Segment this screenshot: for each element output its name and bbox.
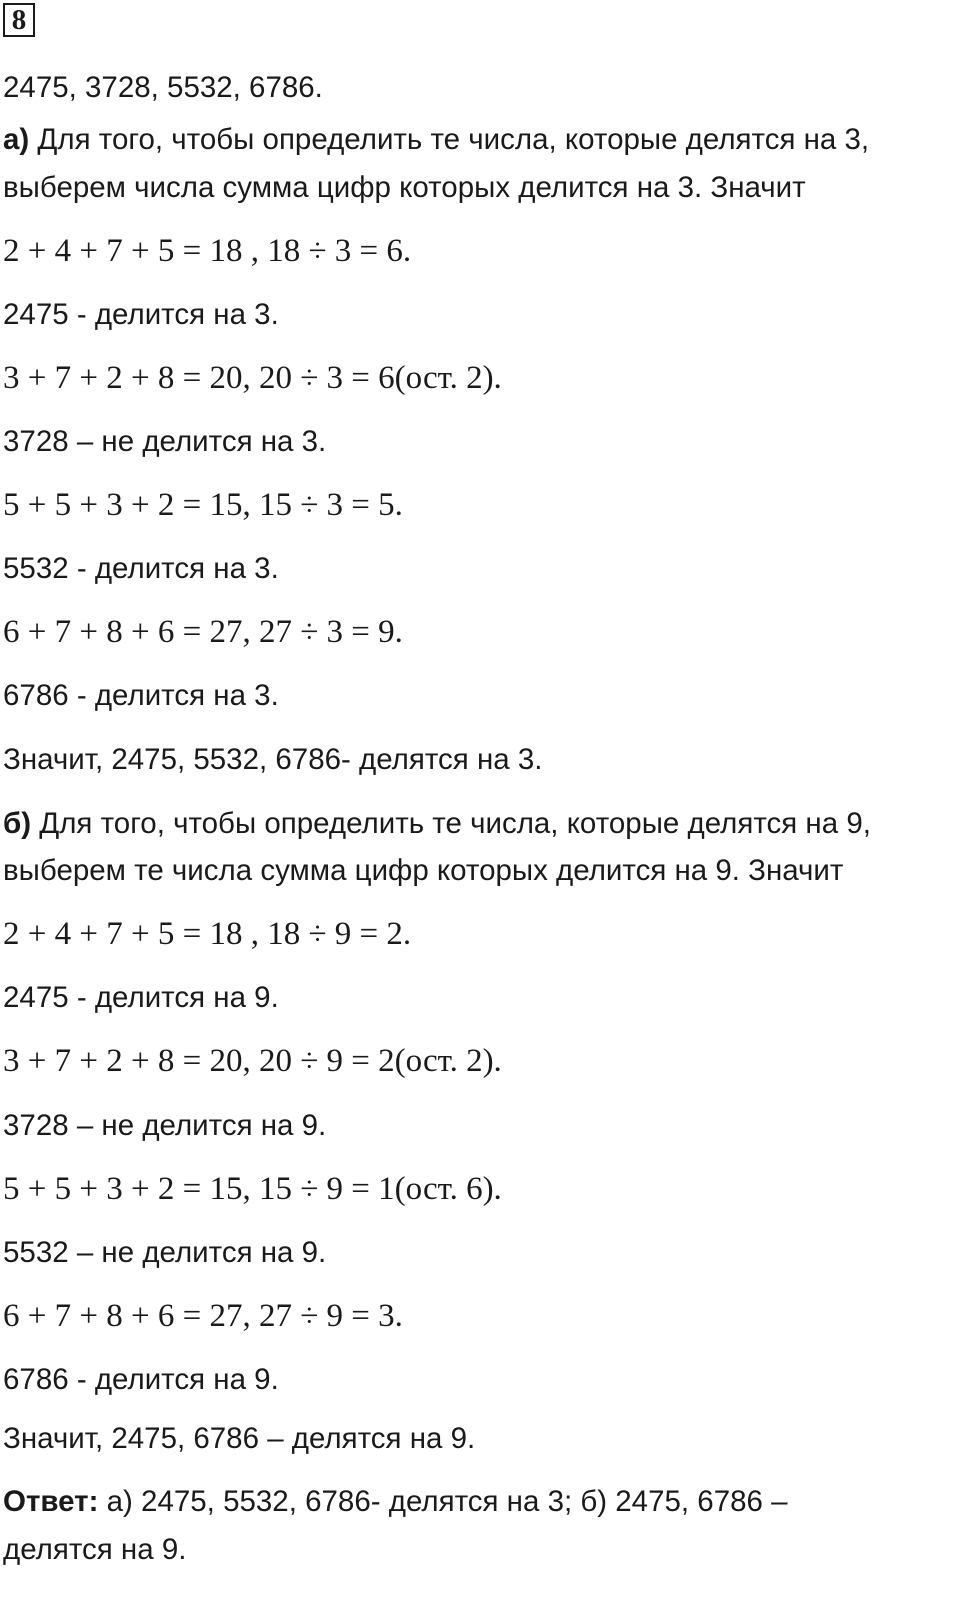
part-b-result-3: 5532 – не делится на 9. bbox=[3, 1236, 327, 1269]
part-a-result-3: 5532 - делится на 3. bbox=[3, 552, 279, 585]
task-number-box: 8 bbox=[3, 3, 35, 37]
answer-text: а) 2475, 5532, 6786- делятся на 3; б) 2475, 6786 – bbox=[98, 1485, 788, 1518]
answer-line2: делятся на 9. bbox=[3, 1533, 187, 1566]
part-b-intro-text: Для того, чтобы определить те числа, которые делятся на 9, bbox=[31, 807, 871, 840]
part-a-intro-text: Для того, чтобы определить те числа, которые делятся на 3, bbox=[29, 123, 870, 156]
part-a-equation-1: 2 + 4 + 7 + 5 = 18 , 18 ÷ 3 = 6. bbox=[3, 233, 412, 269]
part-a-equation-2: 3 + 7 + 2 + 8 = 20, 20 ÷ 3 = 6(ост. 2). bbox=[3, 360, 502, 396]
part-b-intro-line2: выберем те числа сумма цифр которых делится на 9. Значит bbox=[3, 854, 844, 887]
part-b-equation-3: 5 + 5 + 3 + 2 = 15, 15 ÷ 9 = 1(ост. 6). bbox=[3, 1171, 502, 1207]
part-a-result-2: 3728 – не делится на 3. bbox=[3, 425, 327, 458]
answer-label: Ответ: bbox=[3, 1485, 99, 1518]
part-b-result-2: 3728 – не делится на 9. bbox=[3, 1109, 327, 1142]
part-b-conclusion: Значит, 2475, 6786 – делятся на 9. bbox=[3, 1422, 476, 1455]
answer-line1 bbox=[3, 1484, 788, 1520]
part-a-intro-line2: выберем числа сумма цифр которых делится на 3. Значит bbox=[3, 171, 806, 204]
numbers-line: 2475, 3728, 5532, 6786. bbox=[3, 71, 323, 104]
part-a-intro-line1 bbox=[3, 122, 869, 158]
part-a-conclusion: Значит, 2475, 5532, 6786- делятся на 3. bbox=[3, 743, 543, 776]
part-b-result-4: 6786 - делится на 9. bbox=[3, 1363, 279, 1396]
part-b-result-1: 2475 - делится на 9. bbox=[3, 981, 279, 1014]
part-a-result-1: 2475 - делится на 3. bbox=[3, 298, 279, 331]
part-b-equation-1: 2 + 4 + 7 + 5 = 18 , 18 ÷ 9 = 2. bbox=[3, 916, 412, 952]
part-b-equation-4: 6 + 7 + 8 + 6 = 27, 27 ÷ 9 = 3. bbox=[3, 1298, 403, 1334]
part-b-equation-2: 3 + 7 + 2 + 8 = 20, 20 ÷ 9 = 2(ост. 2). bbox=[3, 1043, 502, 1079]
part-b-intro-line1 bbox=[3, 806, 871, 842]
part-a-equation-4: 6 + 7 + 8 + 6 = 27, 27 ÷ 3 = 9. bbox=[3, 614, 403, 650]
part-a-label: а) bbox=[3, 123, 30, 156]
part-a-result-4: 6786 - делится на 3. bbox=[3, 679, 279, 712]
part-b-label: б) bbox=[3, 807, 32, 840]
part-a-equation-3: 5 + 5 + 3 + 2 = 15, 15 ÷ 3 = 5. bbox=[3, 487, 403, 523]
